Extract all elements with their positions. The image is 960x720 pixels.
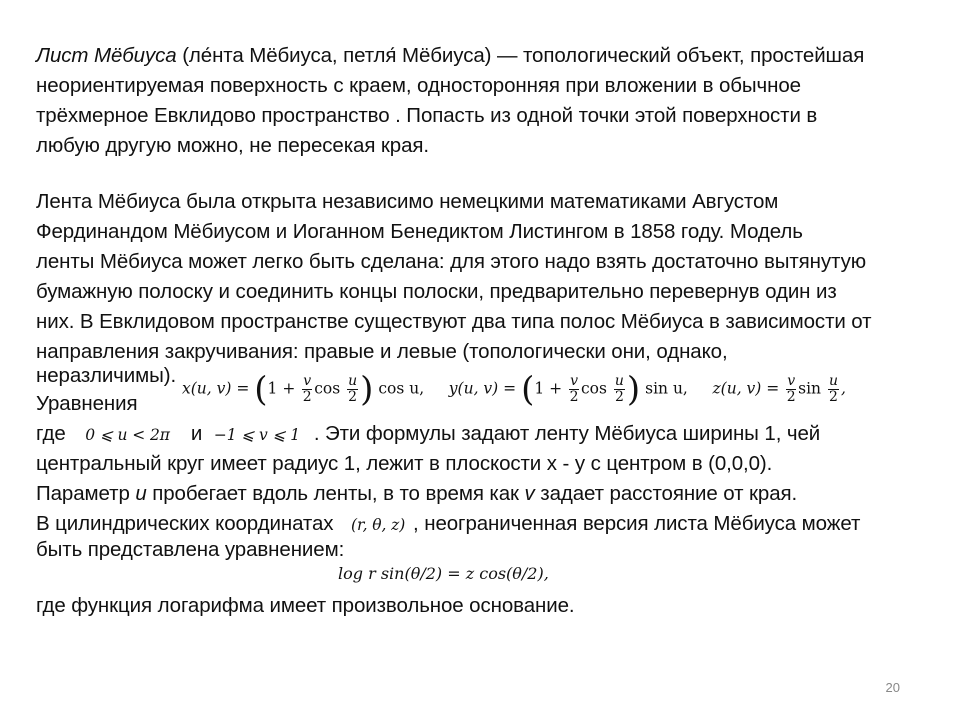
equations-label: Уравнения <box>36 392 138 415</box>
one-plus-y: 1 + <box>534 379 563 398</box>
frac-u-2-y: $\frac{u}{2}$ <box>614 373 624 405</box>
paren-open-y: ( <box>521 369 535 410</box>
cyl-text-b: , неограниченная версия листа Мёбиуса может <box>413 512 861 535</box>
para3-line5: где функция логарифма имеет произвольное основание. <box>36 594 575 617</box>
where-line <box>36 422 820 447</box>
cos-word-y: cos <box>580 379 607 398</box>
cyl-coords: (r, θ, z) <box>351 516 406 534</box>
frac-u-2: $\frac{u}{2}$ <box>348 373 358 405</box>
paren-close: ) <box>360 369 374 410</box>
para2-line1: Лента Мёбиуса была открыта независимо немецкими математиками Августом <box>36 190 779 213</box>
para3-line2 <box>36 482 797 506</box>
where-conj: и <box>190 422 203 445</box>
param-text-c: задает расстояние от края. <box>534 482 798 505</box>
para2-line2: Фердинандом Мёбиусом и Иоганном Бенедиктом Листингом в 1858 году. Модель <box>36 220 803 243</box>
where-prefix: где <box>36 422 66 445</box>
paren-open: ( <box>254 369 268 410</box>
cos-word: cos <box>314 379 341 398</box>
para2-line4: бумажную полоску и соединить концы полоски, предварительно перевернув один из <box>36 280 837 303</box>
param-text-b: пробегает вдоль ленты, в то время как <box>146 482 525 505</box>
param-u: u <box>135 482 147 505</box>
range-v: −1 ⩽ v ⩽ 1 <box>213 426 300 444</box>
param-text-a: Параметр <box>36 482 136 505</box>
frac-u-2-z: $\frac{u}{2}$ <box>828 373 839 405</box>
para2-line6: направления закручивания: правые и левые (топологически они, однако, <box>36 340 728 363</box>
cyl-text-a: В цилиндрических координатах <box>36 512 334 535</box>
para3-line1: центральный круг имеет радиус 1, лежит в плоскости x - y с центром в (0,0,0). <box>36 452 773 475</box>
para2-line3: ленты Мёбиуса может легко быть сделана: для этого надо взять достаточно вытянутую <box>36 250 866 273</box>
term-mobius-strip: Лист Мёбиуса <box>36 44 177 67</box>
one-plus: 1 + <box>267 379 296 398</box>
para1-line4: любую другую можно, не пересекая края. <box>36 134 429 157</box>
para1-line2: неориентируемая поверхность с краем, односторонняя при вложении в обычное <box>36 74 801 97</box>
frac-v-2-y: $\frac{v}{2}$ <box>569 373 579 405</box>
para1-line3: трёхмерное Евклидово пространство . Попасть из одной точки этой поверхности в <box>36 104 818 127</box>
para3-line4: быть представлена уравнением: <box>36 538 345 561</box>
eq-x-tail: cos u, <box>378 379 425 398</box>
page-number: 20 <box>885 680 900 695</box>
eq-z-tail: sin <box>798 379 822 398</box>
frac-v-2-z: $\frac{v}{2}$ <box>786 373 796 405</box>
param-v: v <box>524 482 535 505</box>
eq-comma: , <box>841 379 846 398</box>
para1-line1-text: (ле́нта Мёбиуса, петля́ Мёбиуса) — топологический объект, простейшая <box>176 44 865 67</box>
parametric-equations <box>182 369 846 410</box>
eq-y-tail: sin u, <box>645 379 688 398</box>
eq-x-lhs: x(u, v) = <box>182 379 250 398</box>
eq-y-lhs: y(u, v) = <box>448 379 517 398</box>
cylindrical-formula: log r sin(θ/2) = z cos(θ/2), <box>338 564 549 583</box>
para2-line5: них. В Евклидовом пространстве существуют два типа полос Мёбиуса в зависимости от <box>36 310 872 333</box>
para3-line3 <box>36 512 860 537</box>
frac-v-2: $\frac{v}{2}$ <box>302 373 312 405</box>
where-rest: . Эти формулы задают ленту Мёбиуса ширины 1, чей <box>313 422 821 445</box>
paren-close-y: ) <box>626 369 641 410</box>
eq-z-lhs: z(u, v) = <box>712 379 780 398</box>
para1-line1 <box>36 44 864 68</box>
para2-line7: неразличимы). <box>36 364 177 387</box>
range-u: 0 ⩽ u < 2π <box>85 426 170 444</box>
